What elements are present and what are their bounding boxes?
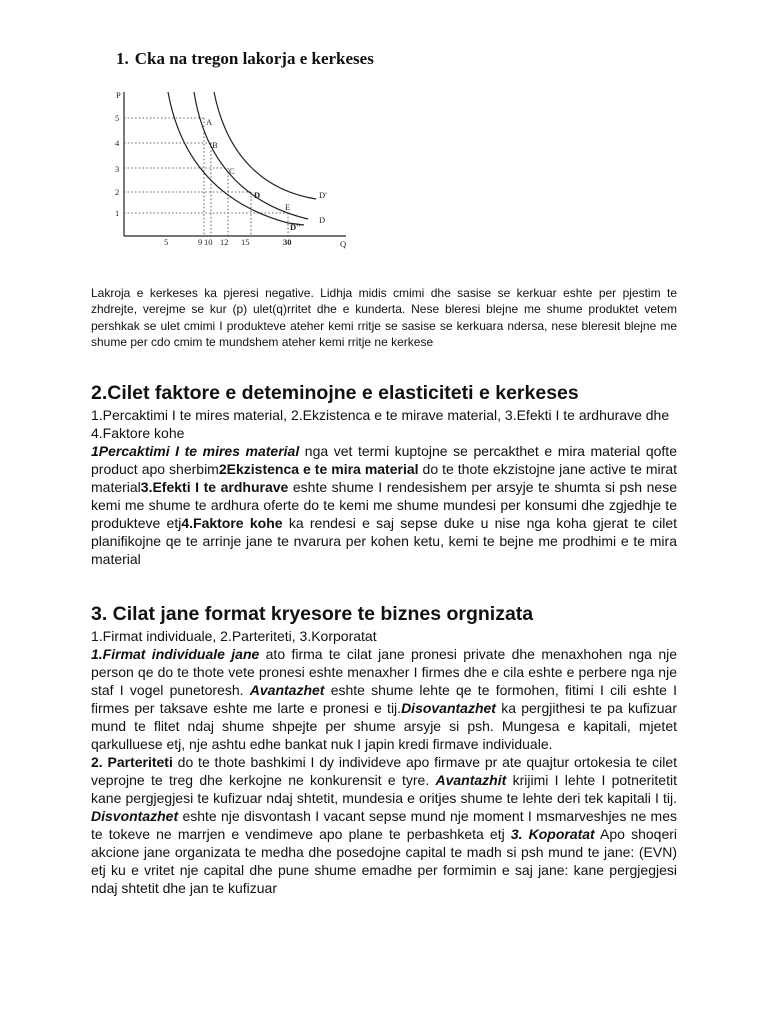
p-tick-2: 2	[115, 187, 120, 197]
p-tick-4: 4	[115, 138, 120, 148]
q2-list-line: 1.Percaktimi I te mires material, 2.Ekzistenca e te mirave material, 3.Efekti I te ardhurave dhe	[91, 407, 670, 423]
point-label-c: C	[229, 166, 235, 176]
q2-term-3: 3.Efekti I te ardhurave	[140, 479, 289, 495]
question-1-heading	[116, 49, 374, 69]
q-tick-30: 30	[283, 237, 292, 247]
curve-label-d-double-prime: D''	[290, 222, 301, 232]
q-tick-15: 15	[241, 237, 250, 247]
p-axis-label: P	[116, 90, 121, 100]
question-3-body	[91, 627, 677, 897]
question-3-heading: 3. Cilat jane format kryesore te biznes orgnizata	[91, 603, 534, 625]
q3-term-avantazhet: Avantazhet	[249, 682, 325, 698]
demand-curve-d-prime	[214, 92, 316, 199]
question-2-heading: 2.Cilet faktore e deteminojne e elasticiteti e kerkeses	[91, 382, 579, 404]
point-label-a: A	[206, 117, 213, 127]
point-label-d-point: D	[254, 190, 261, 200]
point-label-b: B	[212, 140, 218, 150]
q-tick-12: 12	[220, 237, 229, 247]
q2-term-2: 2Ekzistenca e te mira material	[218, 461, 419, 477]
point-label-e: E	[285, 202, 291, 212]
p-tick-3: 3	[115, 164, 120, 174]
demand-curve-d-double-prime	[168, 92, 304, 225]
q2-term-1: 1Percaktimi I te mires material	[91, 443, 300, 459]
demand-curve-graph	[108, 86, 354, 254]
q3-term-koporatat: 3. Koporatat	[510, 826, 595, 842]
q3-term-disvontazhet: Disvontazhet	[91, 808, 179, 824]
q3-term-firmat: 1.Firmat individuale jane	[91, 646, 260, 662]
question-2-body	[91, 406, 677, 568]
q-tick-10: 10	[204, 237, 213, 247]
q-tick-5: 5	[164, 237, 169, 247]
q2-explanation: 1Percaktimi I te mires material nga vet termi kuptojne se percakthet e mira material qofte product apo sherbim2Ekzistenca e te mira material do te thote ekzistojne jane active te mirat material3.Efekti I te ardhurave eshte shume I rendesishem per arsyje te shumta si psh nese kemi me shume te ardhura oferte do te kemi me shume mundesi per konsumi dhe zgjedhje te produkteve etj4.Faktore kohe ka rendesi e saj sepse duke u nise nga koha gjerat te cilet planifikojne qe te arrinje jane te nvarura per kohen ketu, kemi te bejne me prodhimi e te mira material	[91, 443, 677, 567]
question-1-title: Cka na tregon lakorja e kerkeses	[134, 49, 374, 68]
q3-term-disovantazhet: Disovantazhet	[401, 700, 496, 716]
q3-list-line: 1.Firmat individuale, 2.Parteriteti, 3.Korporatat	[91, 628, 377, 644]
q2-term-4: 4.Faktore kohe	[181, 515, 283, 531]
q-tick-9: 9	[198, 237, 203, 247]
q3-term-parteriteti: 2. Parteriteti	[91, 754, 173, 770]
curve-label-d: D	[319, 215, 326, 225]
q3-partnership: 2. Parteriteti do te thote bashkimi I dy individeve apo firmave pr ate quajtur ortokesia te cilet veprojne te treg dhe kerkojne ne konkurensit e tyre. Avantazhit krijimi I lehte I potneritetit kane pergjegjesi te kufizuar ndaj shtetit, mundesia e oritjes shume te lehte deri tek kapitali I tij. Disvontazhet eshte nje disvontash I vacant sepse mund nje moment I msmarveshjes ne mes te tokeve ne marrjen e vendimeve apo plane te perbashketa etj 3. Koporatat Apo shoqeri akcione jane organizata te medha dhe posedojne capital te madh si psh mund te jane: (EVN) etj ku e vritet nje capital dhe pune shume emadhe per formimin e saj jane: kane pergjegjesi ndaj shtetit dhe jan te kufizuar	[91, 754, 677, 896]
curve-label-d-prime: D'	[319, 190, 327, 200]
q3-term-avantazhit: Avantazhit	[435, 772, 507, 788]
q-axis-label: Q	[340, 239, 347, 249]
p-tick-1: 1	[115, 208, 120, 218]
p-tick-5: 5	[115, 113, 120, 123]
question-1-number: 1.	[116, 49, 129, 68]
q2-list-line-2: 4.Faktore kohe	[91, 425, 185, 441]
demand-curve-paragraph: Lakroja e kerkeses ka pjeresi negative. Lidhja midis cmimi dhe sasise se kerkuar eshte per pjestim te zhdrejte, verejme se kur (p) ulet(q)rritet dhe e kunderta. Nese bleresi blejne me shume produktet vetem pershkak se ulet cmimi I produkteve ateher kemi rritje se sasise se kerkuara ndersa, nese bleresit blejne me shume per cdo cmim te mundshem ateher kemi rritje ne kerkese	[91, 286, 677, 350]
q3-explanation: 1.Firmat individuale jane ato firma te cilat jane pronesi private dhe menaxhohen nga nje person qe do te thote vete pronesi eshte menaxher I firmes dhe e cila eshte e perbere nga nje staf I vogel punetoresh. Avantazhet eshte shume lehte qe te formohen, fitimi I cili eshte I firmes per taksave eshte me larte e pronesi e tij.Disovantazhet ka pergjithesi te pa kufizuar mund te flitet ndaj shume shpejte per shume arsyje si psh. Mungesa e kapitali, mjetet qarkulluese etj, nje ashtu edhe bankat nuk I japin kredi firmave individuale.	[91, 646, 677, 752]
